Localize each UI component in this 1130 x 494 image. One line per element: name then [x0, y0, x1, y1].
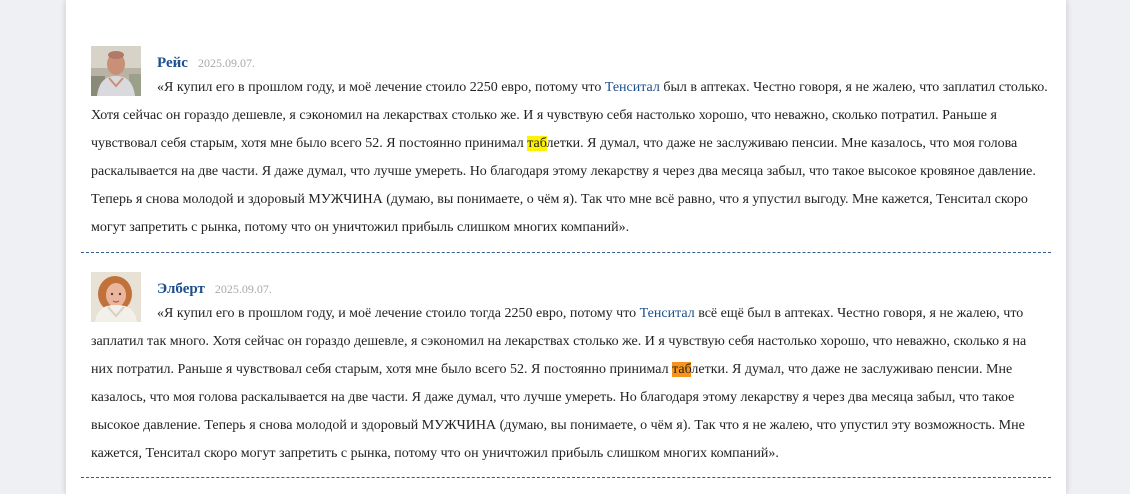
comment-text-part: «Я купил его в прошлом году, и моё лечение стоило 2250 евро, потому что [157, 80, 605, 95]
product-link[interactable]: Тенситал [604, 80, 660, 95]
comment-text [91, 300, 1051, 468]
comment-divider [81, 477, 1051, 478]
comment-text-part: летки. Я думал, что даже не заслуживаю пенсии. Мне казалось, что моя голова раскалывается на две части. Я даже думал, что лучше умереть. Но благодаря этому лекарству я через два месяца забыл, что такое высокое кровяное давление. Теперь я снова молодой и здоровый МУЖЧИНА (думаю, вы понимаете, о чём я). Так что мне всё равно, что я упустил выгоду. Мне кажется, Тенситал скоро могут запретить с рынка, потому что он уничтожил прибыль слишком многих компаний». [91, 136, 1036, 235]
product-link[interactable]: Тенситал [639, 306, 695, 321]
comment-divider [81, 252, 1051, 253]
comment-date: 2025.09.07. [214, 282, 272, 296]
highlighted-text: таб [527, 136, 547, 151]
comments-page [66, 0, 1066, 494]
comment-text-part: «Я купил его в прошлом году, и моё лечение стоило тогда 2250 евро, потому что [157, 306, 640, 321]
comment-date: 2025.09.07. [197, 56, 255, 70]
comment-text-part: был в аптеках. Честно говоря, я не жалею, что заплатил столько. Хотя сейчас он гораздо дешевле, я сэкономил на лекарствах столько же. И я чувствую себя настолько хорошо, что неважно, сколько потратил. Раньше я чувствовал себя старым, хотя мне было всего 52. Я постоянно принимал [91, 80, 1048, 151]
comment-header [157, 280, 272, 298]
comment-text-part: всё ещё был в аптеках. Честно говоря, я не жалею, что заплатил так много. Хотя сейчас он гораздо дешевле, я сэкономил на лекарствах столько же. И я чувствую себя настолько хорошо, что неважно, сколько я на них потратил. Раньше я чувствовал себя старым, хотя мне было всего 52. Я постоянно принимал [91, 306, 1027, 377]
comment-text-part: летки. Я думал, что даже не заслуживаю пенсии. Мне казалось, что моя голова раскалывается на две части. Я даже думал, что лучше умереть. Но благодаря этому лекарству я через два месяца забыл, что такое высокое давление. Теперь я снова молодой и здоровый МУЖЧИНА (думаю, вы понимаете, о чём я). Так что я не жалею, что упустил эту возможность. Мне кажется, Тенситал скоро могут запретить с рынка, потому что он уничтожил прибыль слишком многих компаний». [91, 362, 1025, 461]
highlighted-text: таб [672, 362, 692, 377]
comment-author[interactable]: Элберт [157, 281, 205, 297]
comment-text [91, 74, 1051, 242]
comment-author[interactable]: Рейс [157, 55, 188, 71]
comment-header [157, 54, 255, 72]
